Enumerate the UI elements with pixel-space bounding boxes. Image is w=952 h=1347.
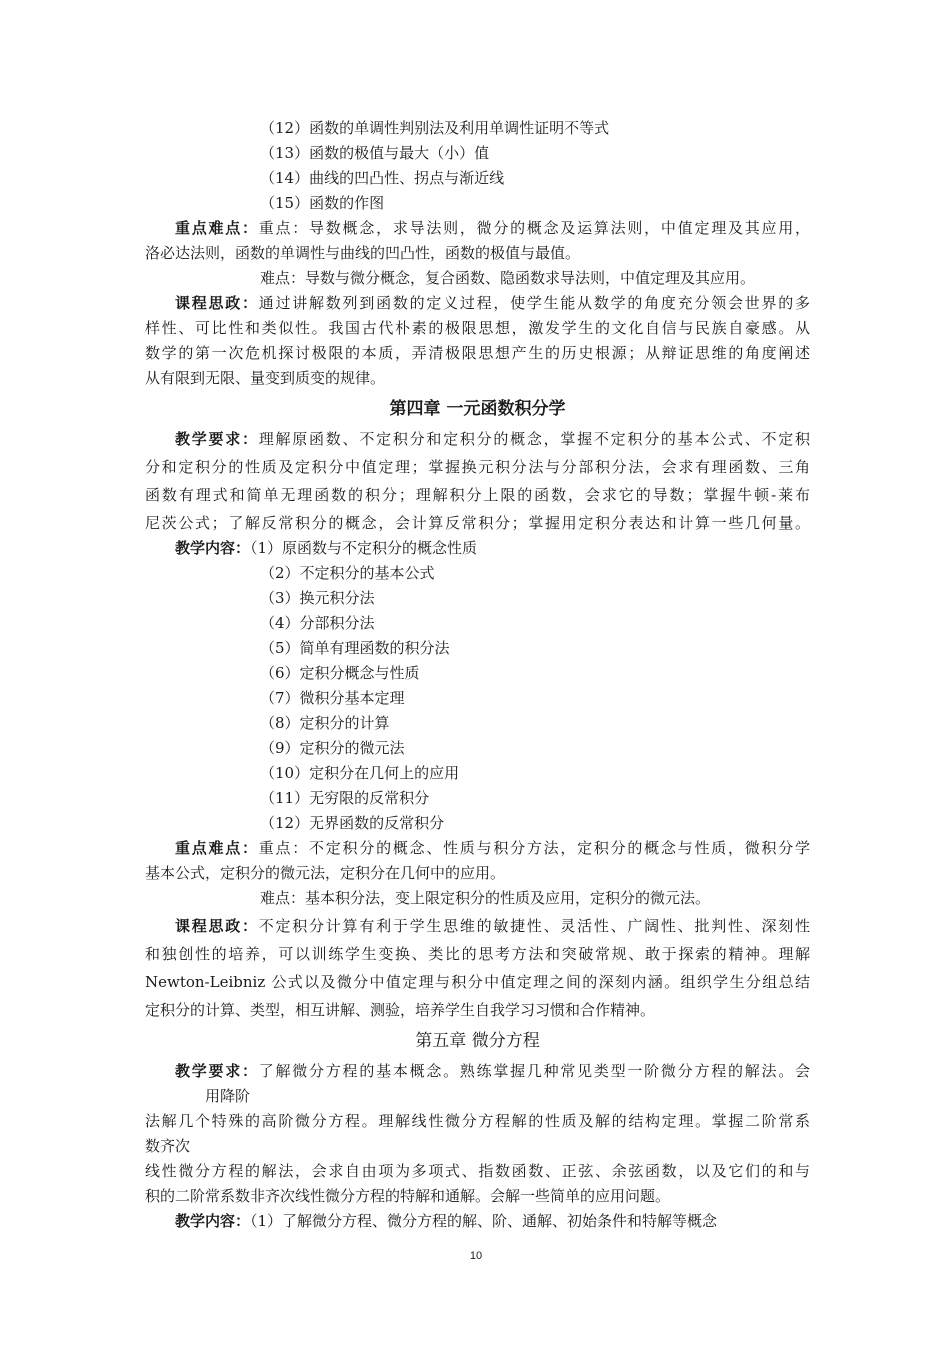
key-points-line: 基本公式，定积分的微元法，定积分在几何中的应用。 — [145, 864, 506, 882]
ideology-line — [145, 914, 810, 939]
requirements-line: 数齐次 — [145, 1137, 191, 1155]
ideology-line: 数学的第一次危机探讨极限的本质，弄清极限思想产生的历史根源；从辩证思维的角度阐述 — [145, 344, 810, 362]
ideology-line: 和独创性的培养，可以训练学生变换、类比的思考方法和突破常规、敢于探索的精神。理解 — [145, 945, 810, 963]
ideology-line — [145, 291, 810, 316]
requirements-label: 教学要求： — [175, 430, 259, 448]
list-item: （11）无穷限的反常积分 — [260, 789, 430, 807]
content-line — [145, 536, 810, 561]
list-item: （3）换元积分法 — [260, 589, 375, 607]
requirements-line: 法解几个特殊的高阶微分方程。理解线性微分方程解的性质及解的结构定理。掌握二阶常系 — [145, 1112, 810, 1130]
list-item: （1）原函数与不定积分的概念性质 — [250, 539, 478, 557]
list-item: （12）无界函数的反常积分 — [260, 814, 445, 832]
chapter-title: 第五章 微分方程 — [415, 1031, 540, 1051]
list-item: （15）函数的作图 — [260, 194, 385, 212]
key-points-line — [145, 836, 810, 861]
list-item: （10）定积分在几何上的应用 — [260, 764, 460, 782]
requirements-line: 尼茨公式；了解反常积分的概念，会计算反常积分；掌握用定积分表达和计算一些几何量。 — [145, 514, 810, 532]
list-item: （13）函数的极值与最大（小）值 — [260, 144, 490, 162]
ideology-text: 不定积分计算有利于学生思维的敏捷性、灵活性、广阔性、批判性、深刻性 — [258, 917, 810, 935]
ideology-text: 通过讲解数列到函数的定义过程，使学生能从数学的角度充分领会世界的多 — [258, 294, 810, 312]
requirements-line — [145, 1059, 810, 1084]
requirements-line: 用降阶 — [205, 1087, 251, 1105]
requirements-text: 了解微分方程的基本概念。熟练掌握几种常见类型一阶微分方程的解法。会 — [258, 1062, 810, 1080]
list-item: （8）定积分的计算 — [260, 714, 390, 732]
ideology-line: 从有限到无限、量变到质变的规律。 — [145, 369, 386, 387]
page-body — [145, 116, 810, 1234]
list-item: （1）了解微分方程、微分方程的解、阶、通解、初始条件和特解等概念 — [250, 1212, 718, 1230]
requirements-line: 函数有理式和简单无理函数的积分；理解积分上限的函数，会求它的导数；掌握牛顿-莱布 — [145, 486, 810, 504]
key-points-label: 重点难点： — [175, 839, 259, 857]
list-item: （6）定积分概念与性质 — [260, 664, 420, 682]
key-points-label: 重点难点： — [175, 219, 259, 237]
content-label: 教学内容： — [175, 1212, 251, 1230]
requirements-line — [145, 427, 810, 452]
key-points-text: 重点：不定积分的概念、性质与积分方法，定积分的概念与性质，微积分学 — [258, 839, 810, 857]
key-points-line: 难点：导数与微分概念，复合函数、隐函数求导法则，中值定理及其应用。 — [260, 269, 756, 287]
list-item: （7）微积分基本定理 — [260, 689, 405, 707]
ideology-label: 课程思政： — [175, 294, 259, 312]
ideology-label: 课程思政： — [175, 917, 259, 935]
list-item: （5）简单有理函数的积分法 — [260, 639, 450, 657]
list-item: （14）曲线的凹凸性、拐点与渐近线 — [260, 169, 505, 187]
list-item: （2）不定积分的基本公式 — [260, 564, 435, 582]
ideology-line: 样性、可比性和类似性。我国古代朴素的极限思想，激发学生的文化自信与民族自豪感。从 — [145, 319, 810, 337]
requirements-line: 积的二阶常系数非齐次线性微分方程的特解和通解。会解一些简单的应用问题。 — [145, 1187, 671, 1205]
chapter-title: 第四章 一元函数积分学 — [389, 399, 566, 419]
list-item: （4）分部积分法 — [260, 614, 375, 632]
ideology-line: 定积分的计算、类型，相互讲解、测验，培养学生自我学习习惯和合作精神。 — [145, 1001, 656, 1019]
key-points-text: 重点：导数概念，求导法则，微分的概念及运算法则，中值定理及其应用， — [258, 219, 810, 237]
ideology-line: Newton-Leibniz 公式以及微分中值定理与积分中值定理之间的深刻内涵。组织学生分组总结 — [145, 973, 810, 991]
requirements-line: 线性微分方程的解法，会求自由项为多项式、指数函数、正弦、余弦函数，以及它们的和与 — [145, 1162, 810, 1180]
content-label: 教学内容： — [175, 539, 251, 557]
page-number: 10 — [469, 1250, 483, 1262]
requirements-label: 教学要求： — [175, 1062, 259, 1080]
content-line — [145, 1209, 810, 1234]
list-item: （12）函数的单调性判别法及利用单调性证明不等式 — [260, 119, 610, 137]
list-item: （9）定积分的微元法 — [260, 739, 405, 757]
key-points-line — [145, 216, 810, 241]
key-points-line: 难点：基本积分法，变上限定积分的性质及应用，定积分的微元法。 — [260, 889, 711, 907]
requirements-line: 分和定积分的性质及定积分中值定理；掌握换元积分法与分部积分法，会求有理函数、三角 — [145, 458, 810, 476]
key-points-line: 洛必达法则，函数的单调性与曲线的凹凸性，函数的极值与最值。 — [145, 244, 581, 262]
requirements-text: 理解原函数、不定积分和定积分的概念，掌握不定积分的基本公式、不定积 — [258, 430, 810, 448]
